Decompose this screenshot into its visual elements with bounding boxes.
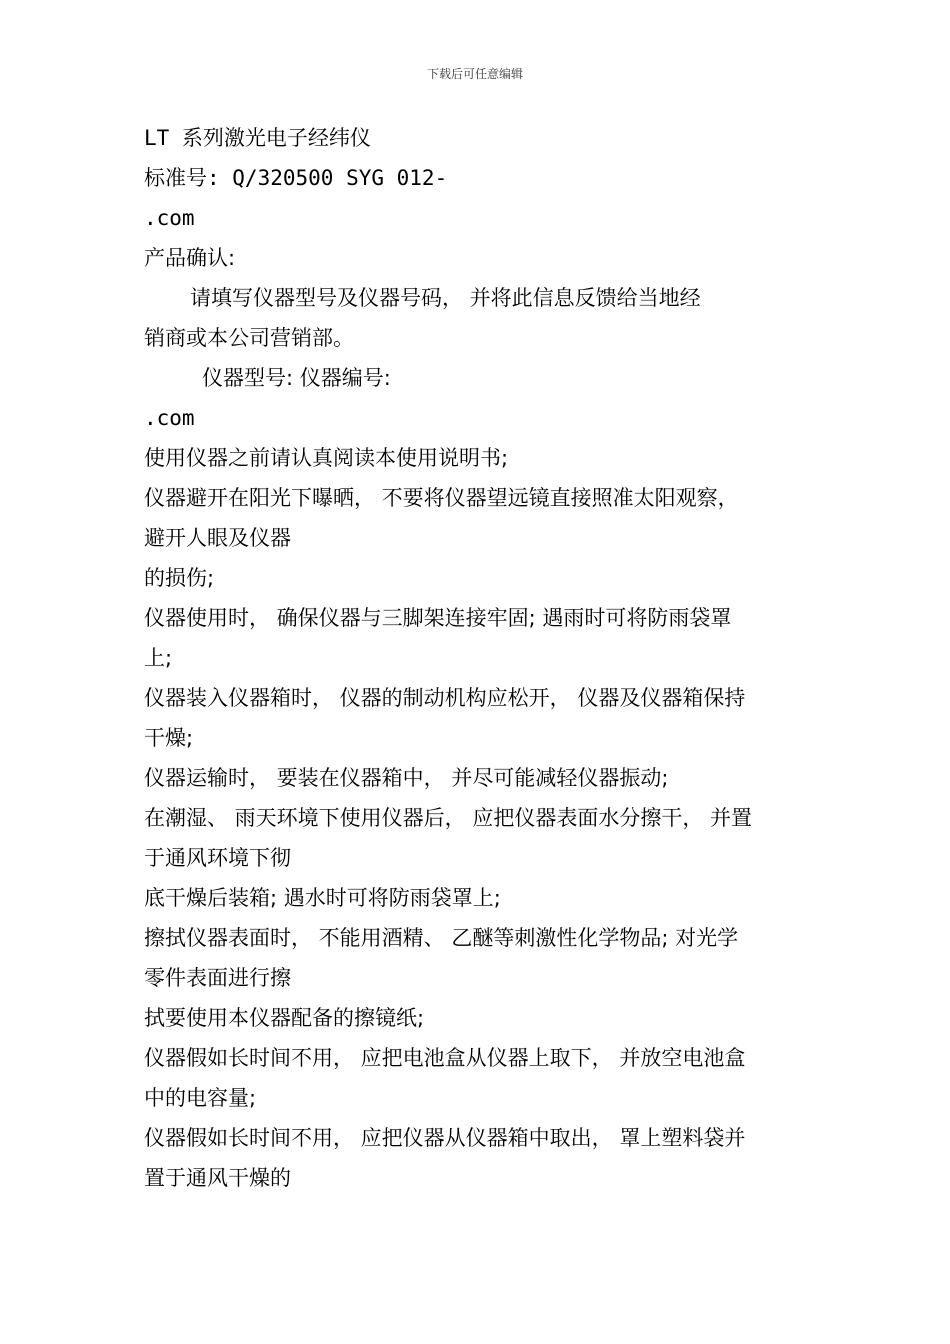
text-line: .com [144,406,195,430]
text-line: 避开人眼及仪器 [144,526,291,550]
text-line: 的损伤; [144,566,215,590]
standard-number: 标准号: Q/320500 SYG 012- [144,166,448,190]
text-line: 干燥; [144,726,194,750]
document-body [144,118,814,1198]
text-line: 底干燥后装箱; 遇水时可将防雨袋罩上; [144,886,501,910]
text-line: 销商或本公司营销部。 [144,326,354,350]
text-line: 仪器假如长时间不用， 应把仪器从仪器箱中取出， 罩上塑料袋并 [144,1126,746,1150]
text-line: 于通风环境下彻 [144,846,291,870]
text-line: 仪器假如长时间不用， 应把电池盒从仪器上取下， 并放空电池盒 [144,1046,746,1070]
form-fields-line: 仪器型号: 仪器编号: [202,366,391,390]
text-line: 仪器避开在阳光下曝晒， 不要将仪器望远镜直接照准太阳观察， [144,486,739,510]
text-line: 仪器运输时， 要装在仪器箱中， 并尽可能减轻仪器振动; [144,766,669,790]
text-line: 仪器使用时， 确保仪器与三脚架连接牢固; 遇雨时可将防雨袋罩 [144,606,732,630]
text-line: 在潮湿、 雨天环境下使用仪器后， 应把仪器表面水分擦干， 并置 [144,806,753,830]
text-line: 置于通风干燥的 [144,1166,291,1190]
product-title: LT 系列激光电子经纬仪 [144,126,371,150]
text-line: 仪器装入仪器箱时， 仪器的制动机构应松开， 仪器及仪器箱保持 [144,686,746,710]
text-line: 上; [144,646,173,670]
text-line: 使用仪器之前请认真阅读本使用说明书; [144,446,509,470]
text-line: 请填写仪器型号及仪器号码， 并将此信息反馈给当地经 [190,286,701,310]
text-line: 拭要使用本仪器配备的擦镜纸; [144,1006,425,1030]
text-line: .com [144,206,195,230]
text-line: 中的电容量; [144,1086,257,1110]
page-header-note: 下载后可任意编辑 [426,67,523,81]
section-heading: 产品确认: [144,246,236,270]
text-line: 擦拭仪器表面时， 不能用酒精、 乙醚等刺激性化学物品; 对光学 [144,926,739,950]
text-line: 零件表面进行擦 [144,966,291,990]
